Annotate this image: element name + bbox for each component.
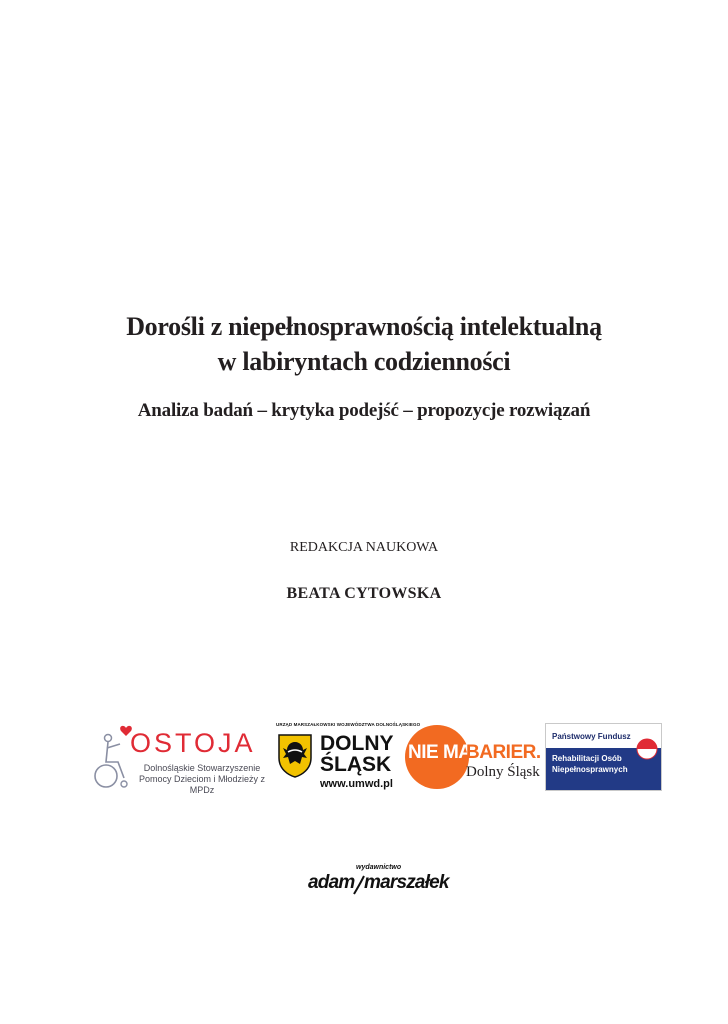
barier-region-text: Dolny Śląsk [466, 764, 540, 780]
dolny-slask-office-text: URZĄD MARSZAŁKOWSKI WOJEWÓDZTWA DOLNOŚLĄSKIEGO [276, 722, 421, 727]
book-title-line1: Dorośli z niepełnosprawnością intelektualną [126, 312, 602, 341]
ostoja-wordmark: OSTOJA [130, 728, 256, 758]
ostoja-subtitle [136, 763, 268, 796]
ostoja-subtitle-line2: Pomocy Dzieciom i Młodzieży z MPDz [138, 774, 266, 795]
coat-of-arms-icon [278, 734, 312, 778]
pfron-line1: Państwowy Fundusz [552, 732, 631, 741]
nie-ma-text: NIE MA [408, 742, 472, 763]
book-title-line2: w labiryntach codzienności [217, 347, 511, 376]
pfron-emblem-icon [636, 738, 658, 760]
ostoja-logo [90, 722, 268, 794]
dolny-slask-logo [276, 722, 421, 794]
dolny-slask-url: www.umwd.pl [320, 778, 393, 790]
editor-label: REDAKCJA NAUKOWA [289, 540, 439, 555]
pfron-line2: Rehabilitacji Osób [552, 754, 622, 763]
publisher-logo [300, 864, 450, 904]
dolny-slask-word-line1: DOLNY [320, 732, 394, 755]
publisher-adam: adam [308, 872, 355, 893]
pfron-logo [545, 723, 662, 791]
ostoja-subtitle-line1: Dolnośląskie Stowarzyszenie [143, 763, 261, 773]
editor-name: BEATA CYTOWSKA [286, 585, 442, 602]
barier-text: BARIER. [466, 742, 541, 763]
dolny-slask-word-line2: ŚLĄSK [320, 753, 392, 776]
nie-ma-barier-logo [404, 724, 541, 794]
dolny-slask-wordmark [320, 733, 394, 775]
publisher-label: wydawnictwo [356, 864, 402, 871]
pfron-line3: Niepełnosprawnych [552, 765, 628, 774]
publisher-marszalek: marszałek [364, 872, 449, 893]
book-subtitle: Analiza badań – krytyka podejść – propozycje rozwiązań [137, 400, 591, 421]
